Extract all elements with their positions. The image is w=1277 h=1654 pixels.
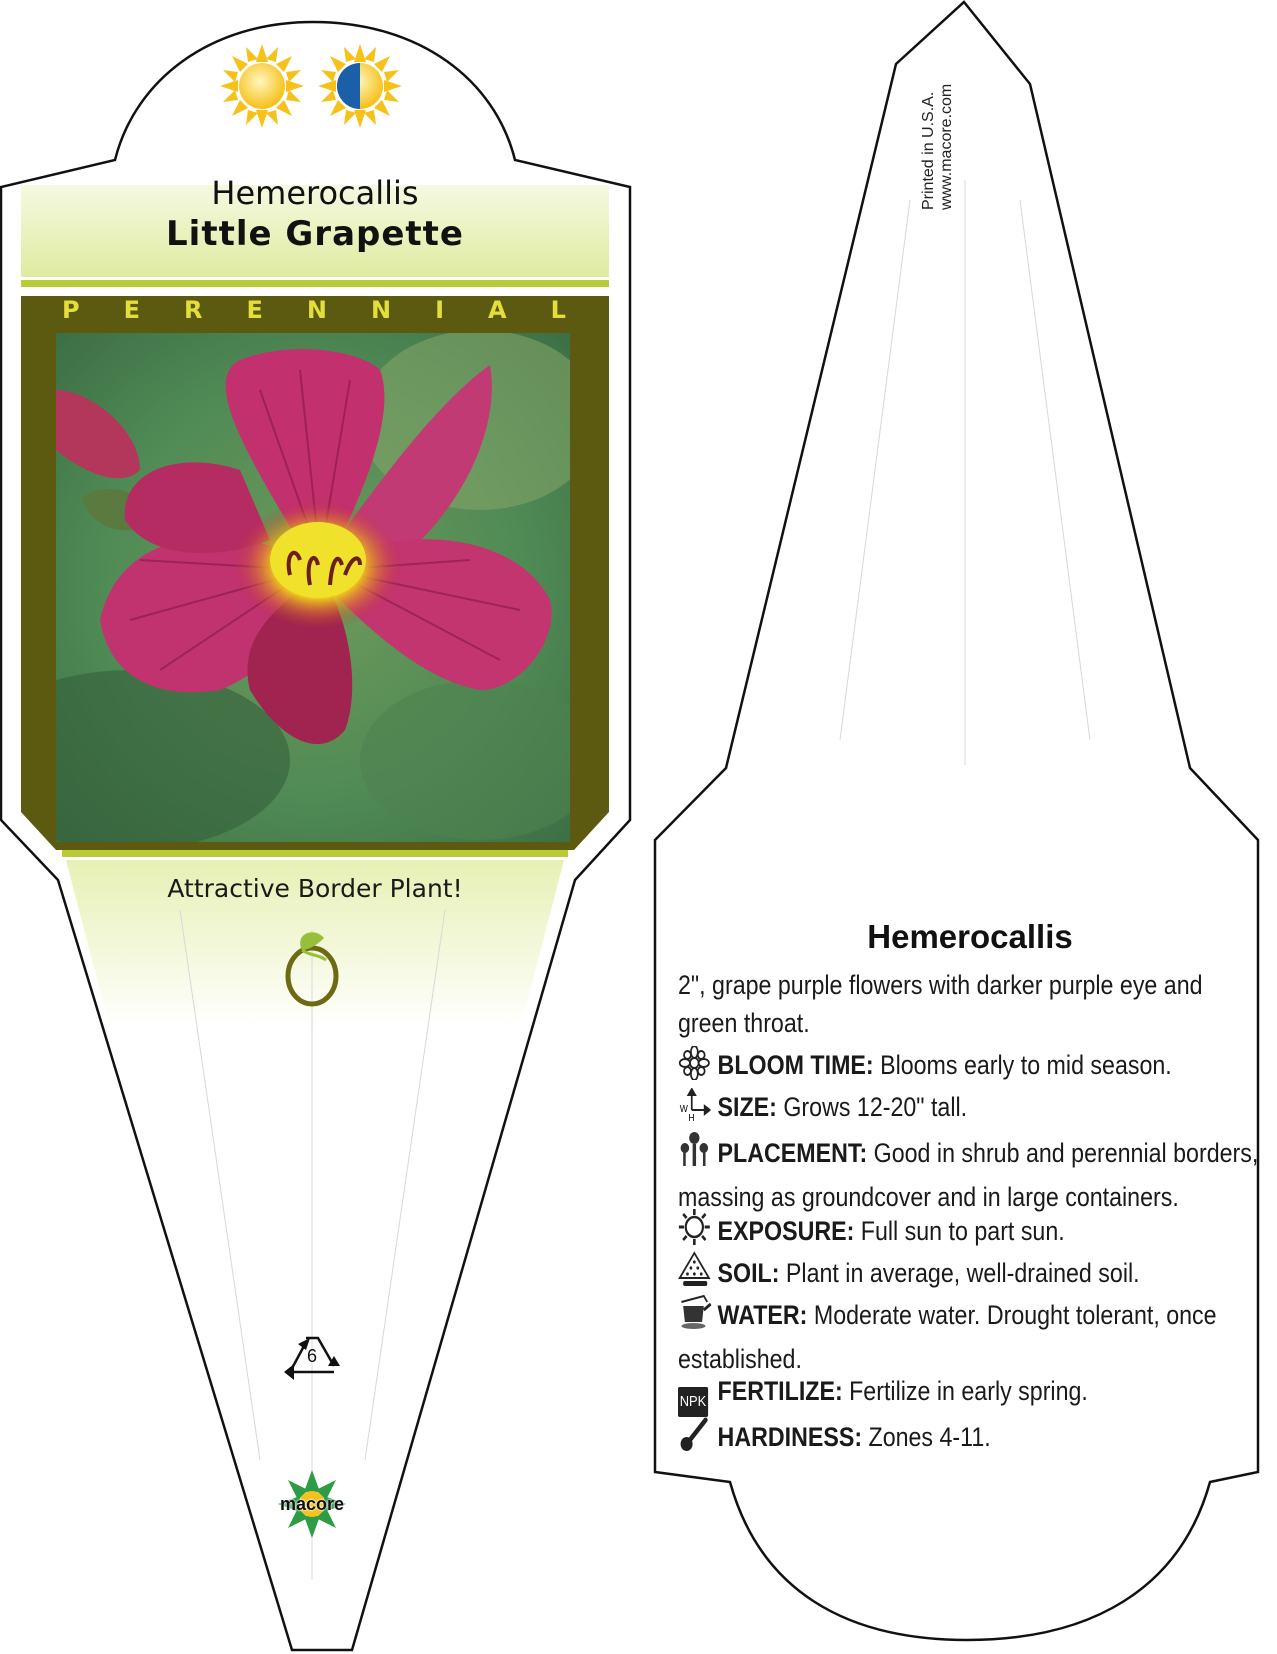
placement-icon bbox=[678, 1130, 712, 1178]
attr-placement bbox=[678, 1130, 1271, 1216]
attr-value: Full sun to part sun. bbox=[854, 1216, 1065, 1246]
category-letter: P bbox=[62, 296, 80, 324]
part-sun-icon bbox=[318, 44, 402, 128]
attr-label: PLACEMENT: bbox=[717, 1138, 868, 1168]
attr-hardiness bbox=[678, 1414, 1271, 1462]
flower-icon bbox=[678, 1046, 712, 1090]
tagline: Attractive Border Plant! bbox=[167, 874, 463, 903]
attr-fertilize bbox=[678, 1372, 1271, 1417]
sun-outline-icon bbox=[678, 1208, 712, 1256]
attr-exposure bbox=[678, 1208, 1271, 1256]
category-letter: N bbox=[370, 296, 392, 324]
category-letter: L bbox=[550, 296, 566, 324]
category-letter: E bbox=[246, 296, 263, 324]
website: www.macore.com bbox=[938, 83, 955, 210]
category-letter: I bbox=[435, 296, 445, 324]
attr-label: SIZE: bbox=[717, 1092, 777, 1122]
attr-label: WATER: bbox=[717, 1300, 808, 1330]
attr-label: HARDINESS: bbox=[717, 1422, 863, 1452]
full-sun-icon bbox=[220, 44, 304, 128]
size-icon bbox=[678, 1088, 712, 1132]
printed-note bbox=[920, 60, 1080, 210]
attr-value: Moderate water. Drought tolerant, once established. bbox=[678, 1300, 1217, 1374]
category-label bbox=[22, 296, 608, 324]
npk-badge: NPK bbox=[678, 1387, 708, 1417]
recycle-number: 6 bbox=[306, 1346, 317, 1366]
attr-value: Good in shrub and perennial borders, massing as groundcover and in large containers. bbox=[678, 1138, 1259, 1212]
attr-value: Zones 4-11. bbox=[862, 1422, 991, 1452]
category-letter: R bbox=[184, 296, 203, 324]
attr-label: BLOOM TIME: bbox=[717, 1050, 874, 1080]
attr-value: Plant in average, well-drained soil. bbox=[779, 1258, 1140, 1288]
attr-soil bbox=[678, 1250, 1271, 1298]
thermometer-icon bbox=[678, 1414, 712, 1462]
back-genus-title: Hemerocallis bbox=[867, 918, 1073, 955]
npk-icon bbox=[678, 1378, 712, 1417]
soil-icon bbox=[678, 1250, 712, 1298]
attr-value: Blooms early to mid season. bbox=[873, 1050, 1172, 1080]
title-band-rule bbox=[21, 280, 609, 287]
front-genus-title: Hemerocallis bbox=[211, 174, 419, 212]
lower-rule bbox=[62, 850, 568, 857]
category-letter: N bbox=[306, 296, 327, 324]
attr-value: Grows 12-20" tall. bbox=[776, 1092, 968, 1122]
attr-size bbox=[678, 1088, 1271, 1132]
front-cultivar-title: Little Grapette bbox=[166, 214, 464, 254]
category-letter: E bbox=[123, 296, 140, 324]
svg-text:W: W bbox=[679, 1103, 688, 1115]
printed-in-usa: Printed in U.S.A. bbox=[920, 91, 937, 210]
attr-value: Fertilize in early spring. bbox=[842, 1376, 1088, 1406]
attr-label: FERTILIZE: bbox=[717, 1376, 843, 1406]
svg-text:H: H bbox=[688, 1112, 695, 1122]
attr-water bbox=[678, 1292, 1271, 1378]
flower-photo bbox=[0, 330, 600, 850]
description: 2", grape purple flowers with darker purple eye and green throat. bbox=[678, 970, 1203, 1038]
category-letter: A bbox=[488, 296, 507, 324]
brand-logo: macore bbox=[279, 1494, 345, 1514]
attr-label: EXPOSURE: bbox=[717, 1216, 855, 1246]
attr-label: SOIL: bbox=[717, 1258, 780, 1288]
watering-can-icon bbox=[678, 1292, 712, 1340]
attr-bloom-time bbox=[678, 1046, 1271, 1090]
